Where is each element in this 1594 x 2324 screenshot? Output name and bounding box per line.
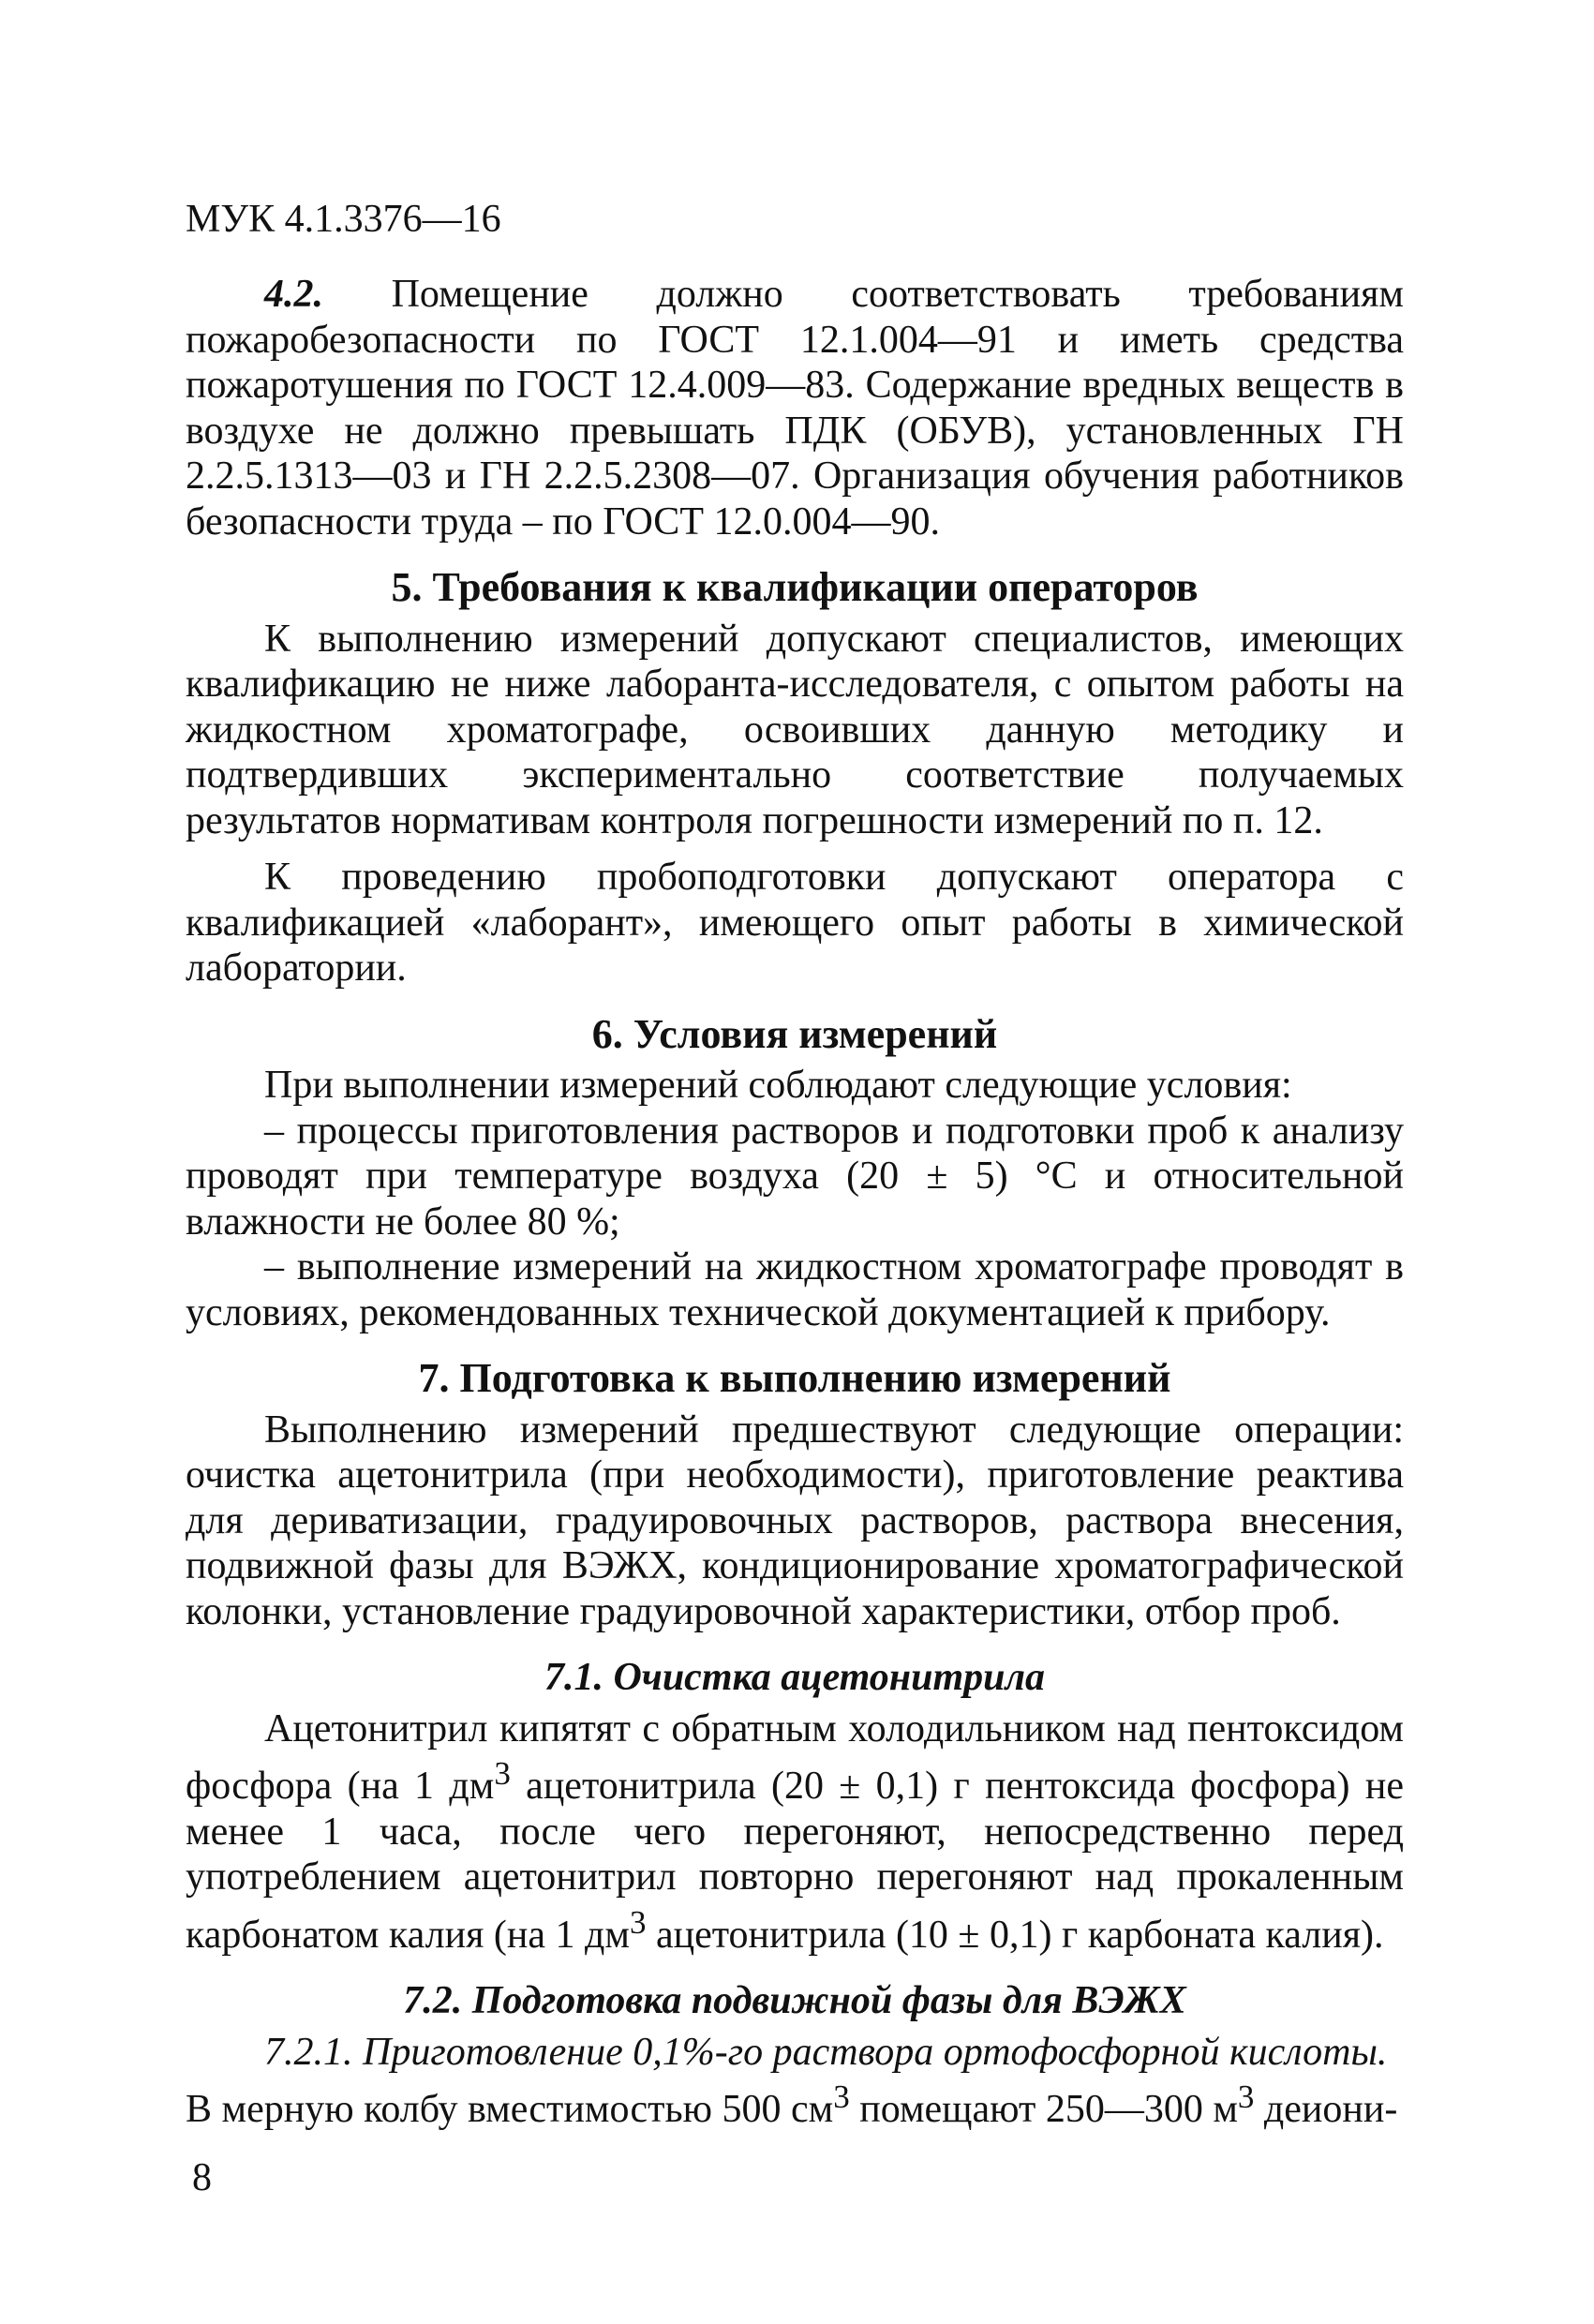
superscript-3: 3	[494, 1755, 511, 1792]
section-5-paragraph-2: К проведению пробоподготовки допускают оператора с квалификацией «лаборант», имеющего опыт работы в химической лаборатории.	[186, 856, 1404, 990]
section-7-2-heading: 7.2. Подготовка подвижной фазы для ВЭЖХ	[403, 1979, 1186, 2022]
superscript-3: 3	[1237, 2078, 1255, 2115]
page-body	[186, 272, 1404, 2133]
section-7-1-heading: 7.1. Очистка ацетонитрила	[544, 1656, 1046, 1699]
section-7-2-1-paragraph: В мерную колбу вместимостью 500 $см^3$ помещают 250—300 $м^3$ деиони-	[186, 2078, 1398, 2131]
document-id: МУК 4.1.3376—16	[186, 198, 501, 241]
page-number: 8	[192, 2156, 212, 2199]
section-4-2-text: Помещение должно соответствовать требованиям пожаробезопасности по ГОСТ 12.1.004—91 и иметь средства пожаротушения по ГОСТ 12.4.009—83. Содержание вредных веществ в воздухе не должно превышать ПДК (ОБУВ), установленных ГН 2.2.5.1313—03 и ГН 2.2.5.2308—07. Организация обучения работников безопасности труда – по ГОСТ 12.0.004—90.	[186, 273, 1404, 544]
section-6-paragraph-2: – процессы приготовления растворов и подготовки проб к анализу проводят при температуре воздуха (20 ± 5) °С и относительной влажности не более 80 %;	[186, 1109, 1404, 1244]
section-6-paragraph-1: При выполнении измерений соблюдают следующие условия:	[264, 1064, 1292, 1107]
section-4-2-number: 4.2.	[264, 273, 323, 316]
section-7-1-paragraph: Ацетонитрил кипятят с обратным холодильником над пентоксидом фосфора (на 1 $дм^3$ ацетонитрила (20 ± 0,1) г пентоксида фосфора) не менее 1 часа, после чего перегоняют, непосредственно перед употреблением ацетонитрил повторно перегоняют над прокаленным карбонатом калия (на 1 $дм^3$ ацетонитрила (10 ± 0,1) г карбоната калия).	[186, 1706, 1405, 1957]
section-7-heading: 7. Подготовка к выполнению измерений	[418, 1355, 1171, 1401]
section-6-heading: 6. Условия измерений	[591, 1010, 998, 1057]
section-7-2-1-title: 7.2.1. Приготовление 0,1%-го раствора ортофосфорной кислоты.	[264, 2030, 1388, 2074]
section-5-heading: 5. Требования к квалификации операторов	[391, 564, 1199, 610]
section-4-2-paragraph	[186, 272, 1404, 544]
section-7-paragraph-1: Выполнению измерений предшествуют следующие операции: очистка ацетонитрила (при необходимости), приготовление реактива для дериватизации, градуировочных растворов, раствора внесения, подвижной фазы для ВЭЖХ, кондиционирование хроматографической колонки, установление градуировочной характеристики, отбор проб.	[186, 1408, 1404, 1633]
section-5-paragraph-1: К выполнению измерений допускают специалистов, имеющих квалификацию не ниже лаборанта-исследователя, с опытом работы на жидкостном хроматографе, освоивших данную методику и подтвердивших экспериментально соответствие получаемых результатов нормативам контроля погрешности измерений по п. 12.	[186, 617, 1404, 842]
superscript-3: 3	[629, 1903, 647, 1941]
section-6-paragraph-3: – выполнение измерений на жидкостном хроматографе проводят в условиях, рекомендованных технической документацией к прибору.	[186, 1245, 1404, 1334]
superscript-3: 3	[833, 2078, 850, 2115]
